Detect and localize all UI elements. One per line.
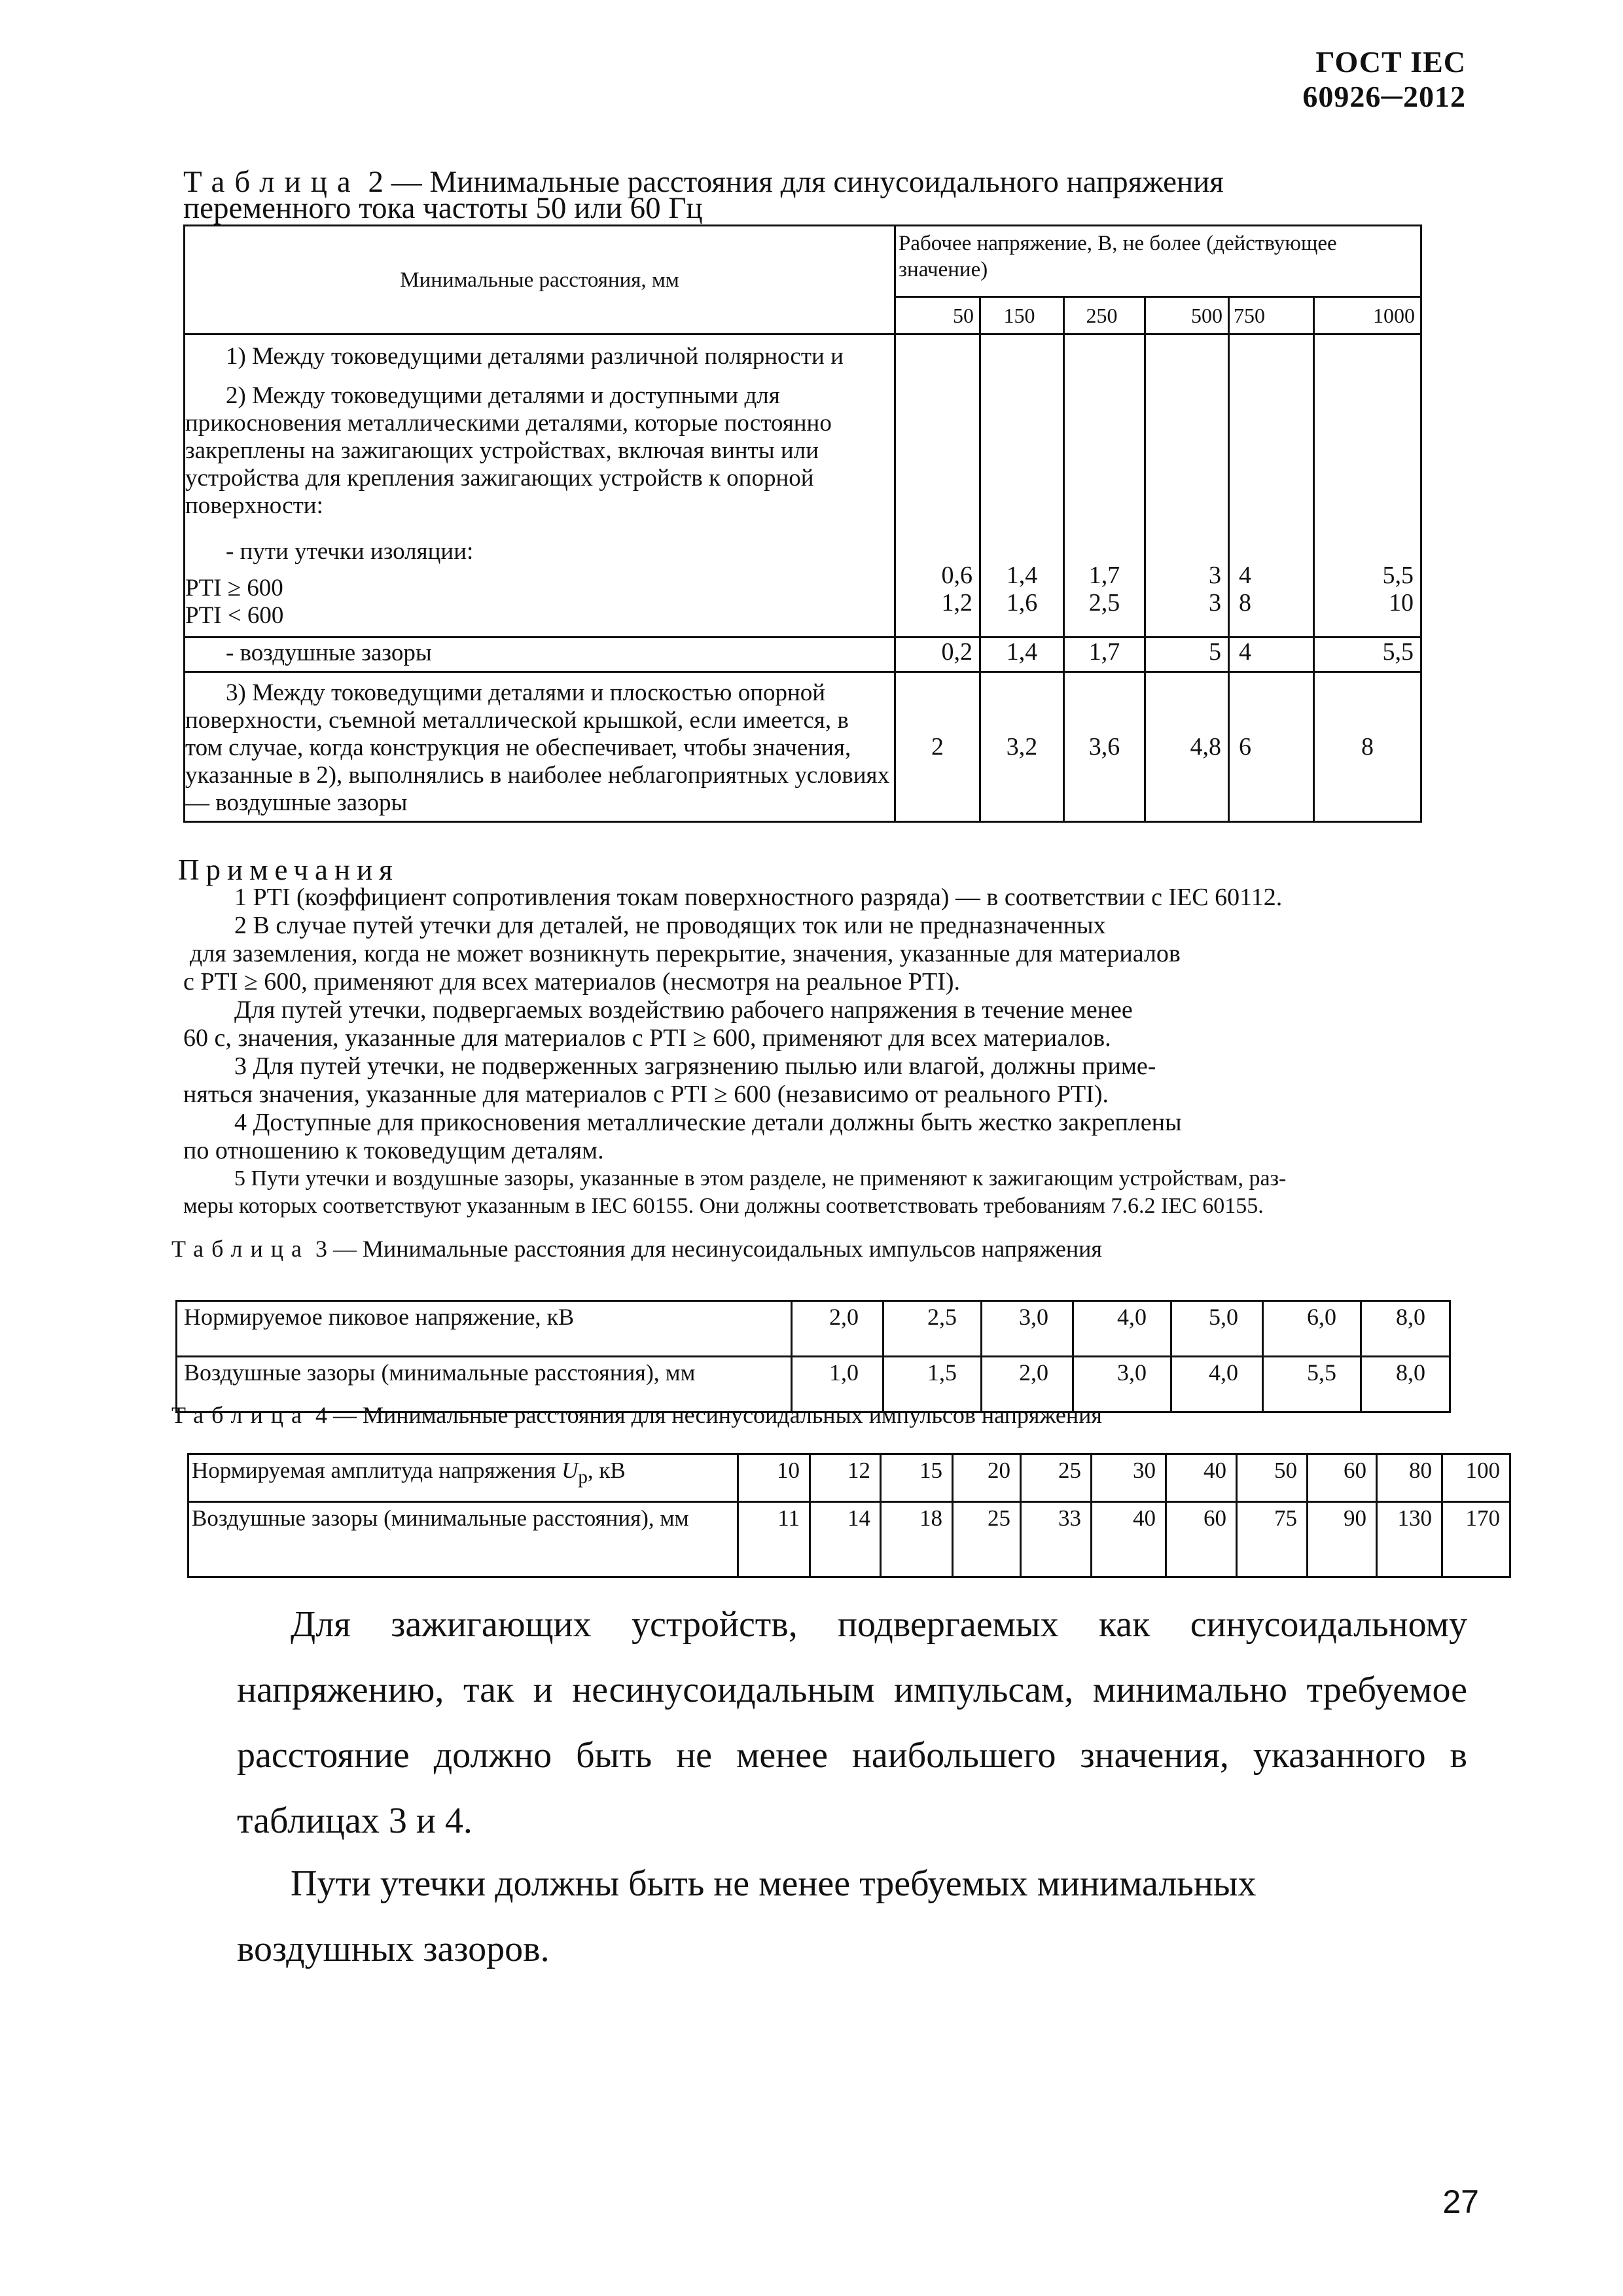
air4-6: 40 (1092, 1502, 1166, 1577)
air4-8: 75 (1237, 1502, 1308, 1577)
body-paragraph-2-line1: Пути утечки должны быть не менее требуемых минимальных (291, 1863, 1257, 1904)
air-label: - воздушные зазоры (226, 639, 432, 666)
cell-pti-1000 (1314, 334, 1421, 637)
table2-caption-line2: переменного тока частоты 50 или 60 Гц (183, 191, 703, 225)
amplitude-label-b: , кВ (587, 1458, 626, 1483)
air-150: 1,4 (980, 637, 1064, 672)
air4-5: 33 (1021, 1502, 1092, 1577)
amp-7: 40 (1166, 1454, 1237, 1502)
table2-row3-text: 3) Между токоведущими деталями и плоскостью опорной поверхности, съемной металлической крышкой, если имеется, в том случае, когда конструкция не обеспечивает, чтобы значения, указанные в 2), выполнялись в наиболее неблагоприятных условиях — воздушные зазоры (185, 679, 890, 816)
note-2b-line2: 60 с, значения, указанные для материалов с PTI ≥ 600, применяют для всех материалов. (183, 1024, 1111, 1052)
pti-ge-500: 3 (1209, 562, 1221, 589)
air-label-cell (185, 637, 895, 672)
cell-pti-250 (1064, 334, 1145, 637)
page-number: 27 (1442, 2183, 1479, 2220)
air4-1: 11 (738, 1502, 810, 1577)
peak-4: 4,0 (1073, 1301, 1171, 1357)
voltage-250: 250 (1064, 297, 1145, 334)
table3 (175, 1300, 1451, 1413)
table4-caption-word: Таблица (171, 1402, 310, 1428)
table2-air-row (185, 637, 1421, 672)
peak-3: 3,0 (982, 1301, 1073, 1357)
notes-block (178, 853, 1461, 1220)
air4-7: 60 (1166, 1502, 1237, 1577)
table2-section-row (185, 334, 1421, 637)
body-paragraph-1: Для зажигающих устройств, подвергаемых как синусоидальному напряжению, так и несинусоидальным импульсам, минимально требуемое расстояние должно быть не менее наибольшего значения, указанного в таблицах 3 и 4. (237, 1604, 1467, 1841)
note-3-line1: 3 Для путей утечки, не подверженных загрязнению пылью или влагой, должны приме- (234, 1052, 1156, 1080)
pti-ge-150: 1,4 (1006, 562, 1038, 589)
voltage-1000: 1000 (1314, 297, 1421, 334)
table2-row2-text: 2) Между токоведущими деталями и доступными для прикосновения металлическими деталями, которые постоянно закреплены на зажигающих устройствах, включая винты или устройства для крепления зажигающих устройств к опорной поверхности: (185, 382, 832, 519)
pti-ge-250: 1,7 (1088, 562, 1120, 589)
pti-ge-label: PTI ≥ 600 (185, 575, 283, 601)
amplitude-symbol: U (562, 1458, 579, 1483)
notes-title: Примечания (178, 853, 399, 886)
voltage-50: 50 (895, 297, 980, 334)
note-5-line1: 5 Пути утечки и воздушные зазоры, указанные в этом разделе, не применяют к зажигающим устройствам, раз- (234, 1166, 1287, 1191)
body-paragraph-2-line2: воздушных зазоров. (237, 1929, 550, 1969)
pti-lt-150: 1,6 (1006, 589, 1038, 617)
amp-11: 100 (1442, 1454, 1510, 1502)
air4-4: 25 (953, 1502, 1021, 1577)
pti-ge-50: 0,6 (941, 562, 972, 589)
note-2-line1: 2 В случае путей утечки для деталей, не проводящих ток или не предназначенных (234, 912, 1106, 939)
body-paragraph-2 (237, 1851, 1467, 1982)
clear-4: 3,0 (1073, 1357, 1171, 1412)
pti-ge-1000: 5,5 (1382, 562, 1414, 589)
peak-5: 5,0 (1171, 1301, 1263, 1357)
clear-6: 5,5 (1263, 1357, 1361, 1412)
clear-7: 8,0 (1361, 1357, 1450, 1412)
cell-pti-150 (980, 334, 1064, 637)
voltage-500: 500 (1145, 297, 1229, 334)
peak-1: 2,0 (792, 1301, 883, 1357)
peak-6: 6,0 (1263, 1301, 1361, 1357)
cell-pti-750 (1229, 334, 1314, 637)
table4-row-clearance (188, 1502, 1510, 1577)
amplitude-subscript: p (578, 1467, 588, 1488)
table3-caption-text: 3 — Минимальные расстояния для несинусоидальных импульсов напряжения (315, 1236, 1102, 1262)
table2-header-distances: Минимальные расстояния, мм (185, 226, 895, 334)
table4-caption-text: 4 — Минимальные расстояния для несинусоидальных импульсов напряжения (315, 1402, 1102, 1428)
creepage-label: - пути утечки изоляции: (226, 538, 474, 565)
note-2b-line1: Для путей утечки, подвергаемых воздействию рабочего напряжения в течение менее (234, 996, 1133, 1024)
note-3-line2: няться значения, указанные для материалов с PTI ≥ 600 (независимо от реального PTI). (183, 1081, 1109, 1108)
table2-row3 (185, 672, 1421, 822)
table2-caption-word: Таблица (183, 165, 361, 199)
table3-row-peak (177, 1301, 1450, 1357)
note-4-line2: по отношению к токоведущим деталям. (183, 1137, 604, 1164)
air4-3: 18 (881, 1502, 953, 1577)
table3-row2-label: Воздушные зазоры (минимальные расстояния), мм (177, 1357, 792, 1412)
table4-row-amplitude (188, 1454, 1510, 1502)
pti-lt-label: PTI < 600 (185, 602, 284, 629)
air-250: 1,7 (1064, 637, 1145, 672)
row3-750: 6 (1229, 672, 1314, 822)
pti-lt-500: 3 (1209, 589, 1221, 617)
amp-3: 15 (881, 1454, 953, 1502)
table2-row1-text: 1) Между токоведущими деталями различной полярности и (226, 343, 844, 370)
clear-2: 1,5 (883, 1357, 982, 1412)
cell-pti-50 (895, 334, 980, 637)
table2 (183, 224, 1422, 823)
note-5-line2: меры которых соответствуют указанным в IEC 60155. Они должны соответствовать требованиям 7.6.2 IEC 60155. (183, 1194, 1264, 1218)
table4-row1-label (188, 1454, 738, 1502)
row3-text-cell (185, 672, 895, 822)
note-2-line2: для заземления, когда не может возникнуть перекрытие, значения, указанные для материалов (190, 940, 1181, 967)
note-1: 1 PTI (коэффициент сопротивления токам поверхностного разряда) — в соответствии с IEC 60112. (234, 884, 1283, 911)
amp-8: 50 (1237, 1454, 1308, 1502)
row3-150: 3,2 (980, 672, 1064, 822)
table4-caption (171, 1402, 1454, 1428)
note-2-line3: с PTI ≥ 600, применяют для всех материалов (несмотря на реальное PTI). (183, 968, 960, 996)
air-500: 5 (1145, 637, 1229, 672)
amp-1: 10 (738, 1454, 810, 1502)
amplitude-label-a: Нормируемая амплитуда напряжения (192, 1458, 562, 1483)
air-1000: 5,5 (1314, 637, 1421, 672)
table4-row2-label: Воздушные зазоры (минимальные расстояния), мм (188, 1502, 738, 1577)
pti-lt-250: 2,5 (1088, 589, 1120, 617)
note-4-line1: 4 Доступные для прикосновения металлические детали должны быть жестко закреплены (234, 1109, 1182, 1136)
table2-header-voltage: Рабочее напряжение, В, не более (действующее значение) (895, 226, 1421, 297)
table2-caption-text: 2 — Минимальные расстояния для синусоидального напряжения (368, 165, 1224, 199)
air-750: 4 (1229, 637, 1314, 672)
voltage-150: 150 (980, 297, 1064, 334)
table3-caption (171, 1236, 1454, 1262)
air-50: 0,2 (895, 637, 980, 672)
amp-9: 60 (1308, 1454, 1377, 1502)
row3-250: 3,6 (1064, 672, 1145, 822)
standard-code: ГОСТ IEC 60926─2012 (1302, 45, 1466, 113)
voltage-750: 750 (1229, 297, 1314, 334)
cell-pti-500 (1145, 334, 1229, 637)
amp-4: 20 (953, 1454, 1021, 1502)
table3-row1-label: Нормируемое пиковое напряжение, кВ (177, 1301, 792, 1357)
peak-7: 8,0 (1361, 1301, 1450, 1357)
row3-50: 2 (895, 672, 980, 822)
amp-6: 30 (1092, 1454, 1166, 1502)
table2-rows-1-2 (185, 334, 895, 637)
pti-lt-1000: 10 (1389, 589, 1414, 617)
amp-2: 12 (810, 1454, 881, 1502)
air4-2: 14 (810, 1502, 881, 1577)
table2-caption (183, 165, 1427, 225)
amp-5: 25 (1021, 1454, 1092, 1502)
amp-10: 80 (1377, 1454, 1442, 1502)
clear-5: 4,0 (1171, 1357, 1263, 1412)
row3-1000: 8 (1314, 672, 1421, 822)
air4-9: 90 (1308, 1502, 1377, 1577)
table4 (187, 1453, 1511, 1578)
clear-3: 2,0 (982, 1357, 1073, 1412)
table3-caption-word: Таблица (171, 1236, 310, 1262)
clear-1: 1,0 (792, 1357, 883, 1412)
peak-2: 2,5 (883, 1301, 982, 1357)
row3-500: 4,8 (1145, 672, 1229, 822)
pti-lt-50: 1,2 (941, 589, 972, 617)
air4-11: 170 (1442, 1502, 1510, 1577)
pti-ge-750: 4 (1239, 562, 1251, 589)
pti-lt-750: 8 (1239, 589, 1251, 617)
air4-10: 130 (1377, 1502, 1442, 1577)
